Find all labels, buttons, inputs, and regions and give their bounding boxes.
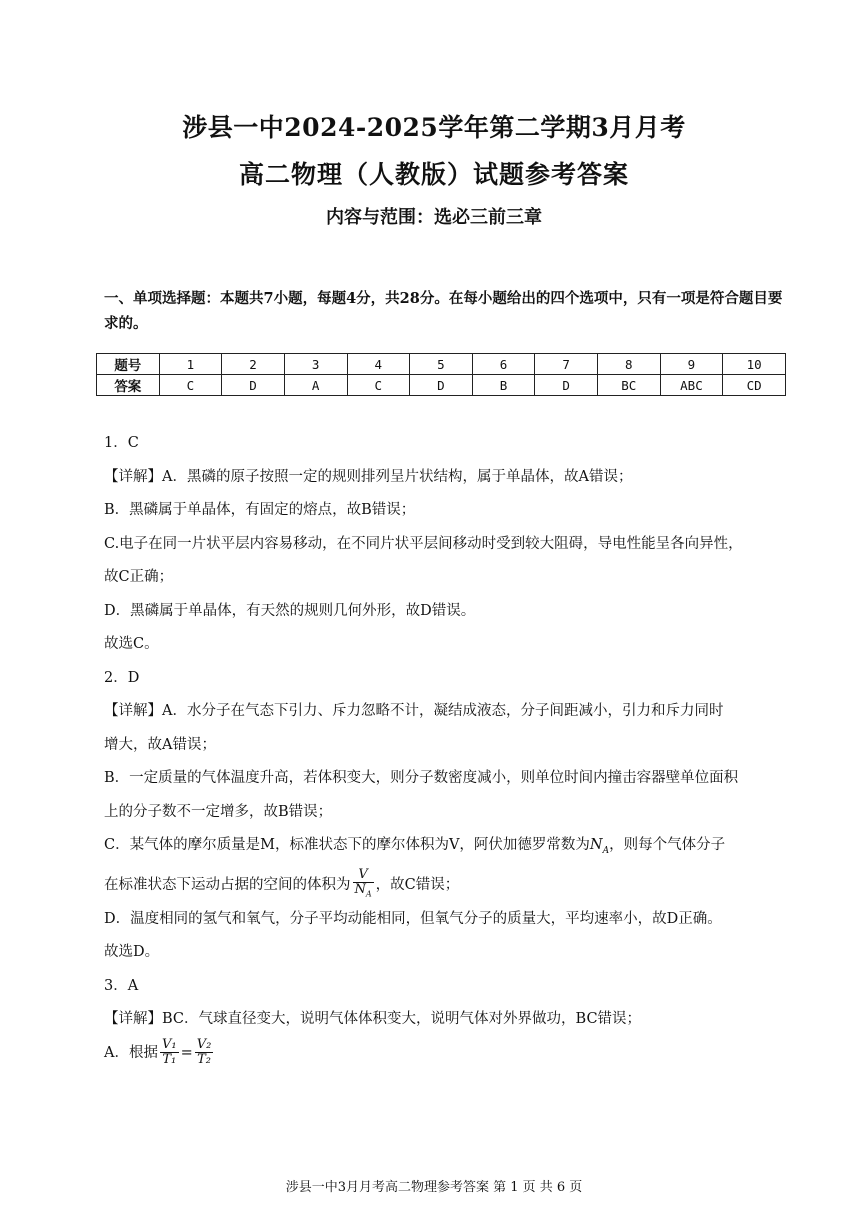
explanation-line: D．黑磷属于单晶体，有天然的规则几何外形，故D错误。 [104, 602, 476, 619]
avogadro-symbol [589, 837, 610, 856]
table-cell: A [284, 375, 347, 396]
fraction-numerator: V₁ [161, 1037, 177, 1053]
explanation-line: 故选C。 [104, 636, 159, 652]
explanation-line: 故选D。 [104, 944, 160, 961]
fraction-numerator: V₂ [196, 1037, 212, 1053]
answer-table-row-numbers [97, 354, 786, 375]
table-cell: D [222, 375, 285, 396]
text-span: C．某气体的摩尔质量是M，标准状态下的摩尔体积为V，阿伏加德罗常数为 [104, 837, 590, 853]
question-answer: 1．C [104, 435, 139, 451]
explanation-line: D．温度相同的氢气和氧气，分子平均动能相同，但氧气分子的质量大，平均速率小，故D正确。 [104, 910, 722, 927]
explanation-line: 故C正确； [104, 569, 174, 585]
question-answer: 2．D [104, 669, 140, 686]
document-title-line1: 涉县一中2024-2025学年第二学期3月月考 [182, 113, 686, 142]
table-cell: 7 [535, 354, 598, 375]
fraction-v2-over-t2 [195, 1038, 214, 1067]
document-subtitle: 内容与范围：选必三前三章 [326, 207, 542, 228]
explanation-line: 【详解】A．水分子在气态下引力、斥力忽略不计，凝结成液态，分子间距减小，引力和斥力同时 [104, 703, 724, 719]
symbol-sub: A [365, 889, 372, 899]
table-cell-label: 答案 [97, 375, 160, 396]
symbol-main: N [589, 837, 603, 853]
explanation-line [104, 829, 784, 868]
fraction-v-over-na [353, 868, 374, 902]
table-cell: ABC [660, 375, 723, 396]
document-title-line2: 高二物理（人教版）试题参考答案 [238, 160, 629, 189]
explanation-line: B．一定质量的气体温度升高，若体积变大，则分子数密度减小，则单位时间内撞击容器壁单位面积 [104, 770, 739, 786]
table-cell: BC [598, 375, 661, 396]
equals-sign: = [180, 1044, 193, 1061]
explanation-line [104, 868, 784, 902]
table-cell: 8 [598, 354, 661, 375]
fraction-denominator: T₁ [162, 1052, 177, 1068]
symbol-sub: A [602, 845, 610, 856]
section-heading: 一、单项选择题：本题共7小题，每题4分，共28分。在每小题给出的四个选项中，只有一项是符合题目要求的。 [104, 290, 783, 332]
explanation-line: 增大，故A错误； [104, 736, 216, 753]
table-cell: 3 [284, 354, 347, 375]
explanation-line: 上的分子数不一定增多，故B错误； [104, 803, 333, 820]
table-cell: 5 [410, 354, 473, 375]
explanation-line: B．黑磷属于单晶体，有固定的熔点，故B错误； [104, 502, 416, 518]
text-span: ，故C错误； [375, 877, 460, 894]
document-body [104, 427, 784, 1070]
page-footer: 涉县一中3月月考高二物理参考答案 第 1 页 共 6 页 [285, 1180, 583, 1195]
text-span: A．根据 [104, 1044, 158, 1061]
table-cell: 4 [347, 354, 410, 375]
table-cell: 6 [472, 354, 535, 375]
answer-table-row-answers [97, 375, 786, 396]
table-cell: C [159, 375, 222, 396]
table-cell: D [535, 375, 598, 396]
table-cell: 10 [723, 354, 786, 375]
fraction-denominator: T₂ [197, 1052, 211, 1068]
text-span: ，则每个气体分子 [609, 837, 726, 853]
explanation-line: 【详解】BC．气球直径变大，说明气体体积变大，说明气体对外界做功，BC错误； [104, 1011, 642, 1028]
table-cell: 9 [660, 354, 723, 375]
table-cell: D [410, 375, 473, 396]
text-span: 在标准状态下运动占据的空间的体积为 [104, 877, 351, 894]
question-answer: 3．A [104, 977, 139, 994]
fraction-numerator: V [353, 868, 374, 883]
table-cell: 1 [159, 354, 222, 375]
table-cell: CD [723, 375, 786, 396]
table-cell: 2 [222, 354, 285, 375]
fraction-denominator [353, 883, 374, 902]
answer-table [96, 353, 786, 396]
table-cell: B [472, 375, 535, 396]
explanation-line: C.电子在同一片状平层内容易移动，在不同片状平层间移动时受到较大阻碍，导电性能呈各向异性， [104, 535, 743, 552]
symbol-main: N [354, 882, 366, 898]
fraction-v1-over-t1 [160, 1038, 179, 1067]
explanation-line [104, 1037, 784, 1071]
table-cell-label: 题号 [97, 354, 160, 375]
explanation-line: 【详解】A．黑磷的原子按照一定的规则排列呈片状结构，属于单晶体，故A错误； [104, 468, 633, 485]
table-cell: C [347, 375, 410, 396]
